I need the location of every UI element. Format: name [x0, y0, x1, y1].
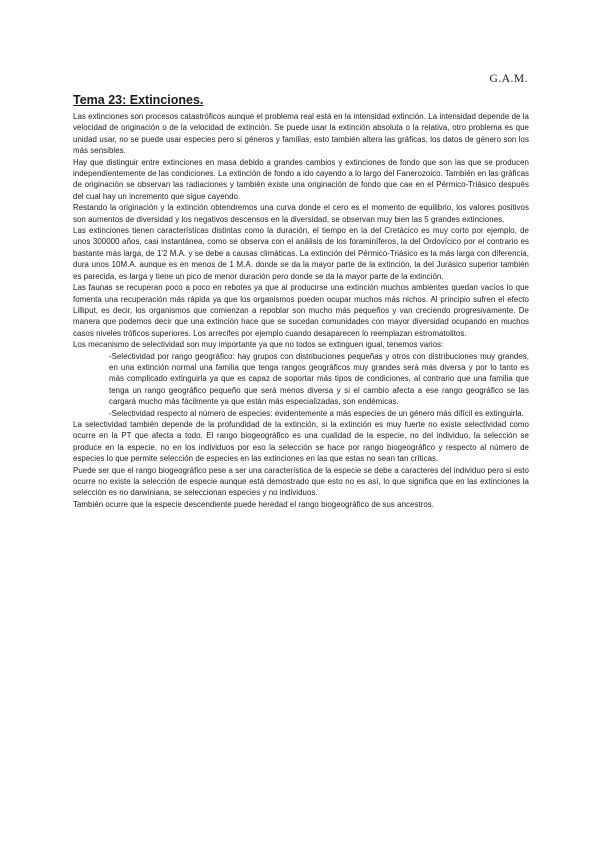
paragraph-diversity-curve: Restando la originación y la extinción obtendremos una curva donde el cero es el momento de equilibrio, los valores positivos son aumentos de diversidad y los negativos descensos en la diversidad, se observan muy bien las 5 grandes extinciones.: [73, 203, 529, 224]
list-item-species-number: -Selectividad respecto al número de especies: evidentemente a más especies de un género más difícil es extinguirla.: [109, 408, 524, 418]
paragraph-recovery: Las faunas se recuperan poco a poco en rebotes ya que al producirse una extinción muchos ambientes quedan vacíos lo que fomenta una recuperación más rápida ya que los organismos pueden ocupar muchos más nichos. Al principio sufren el efecto Lilliput, es decir, los organismos que comienzan a repoblar son mucho más pequeños y van creciendo progresivamente. De manera que podemos decir que una extinción hace que se sucedan comunidades con mayor diversidad ocupando en muchos casos niveles tróficos superiores. Los arrecifes por ejemplo cuando desaparecen lo reemplazan estromatolitos.: [73, 283, 529, 338]
paragraph-non-darwinian: Puede ser que el rango biogeográfico pese a ser una característica de la especie se debe a caracteres del individuo pero si esto ocurre no existe la selección de especie aunque está demostrado que esto no es así, lo que significa que en las extinciones la selección es no darwiniana, se seleccionan especies y no individuos.: [73, 465, 529, 498]
document-body: [73, 111, 529, 510]
paragraph-duration: Las extinciones tienen características distintas como la duración, el tiempo en la del Cretácico es muy corto por ejemplo, de unos 300000 años, casi instantánea, como se observa con el análisis de los foraminíferos, la del Ordovícico por el contrario es bastante más larga, de 1'2 M.A. y se debe a causas climáticas. La extinción del Pérmico-Triásico es la más larga con diferencia, dura unos 10M.A. aunque es en menos de 1 M.A. donde se da la mayor parte de la extinción, la del Jurásico superior también es parecida, es larga y tiene un pico de menor duración pero donde se da la mayor parte de la extinción.: [73, 226, 529, 281]
paragraph-inheritance: También ocurre que la especie descendiente puede heredad el rango biogeográfico de sus ancestros.: [73, 499, 435, 509]
paragraph-depth-selectivity: La selectividad también depende de la profundidad de la extinción, si la extinción es muy fuerte no existe selectividad como ocurre en la PT que afecta a todo. El rango biogeográfico es una cualidad de la especie, no del individuo, la selección se produce en la especie, no en los individuos por eso la selección se hace por rango biogeográfico y respecto al número de especies lo que permite selección de especies en las extinciones en las que estas no sean tan críticas.: [73, 419, 529, 464]
list-item-geographic-range: -Selectividad por rango geográfico: hay grupos con distribuciones pequeñas y otros con distribuciones muy grandes, en una extinción normal una familia que tenga rangos geográficos muy grandes será más diversa y por lo tanto es más complicado extinguirla ya que es capaz de soportar más tipos de condiciones, al contrario que una familia que tenga un rango geográfico pequeño que será menos diversa y si el cambio afecta a ese rango geográfico se las cargará mucho más fácilmente ya que están más especializadas, son endémicas.: [109, 351, 529, 407]
author-initials: G.A.M.: [489, 73, 528, 85]
paragraph-selectivity-intro: Los mecanismo de selectividad son muy importante ya que no todos se extinguen igual, tenemos varios:: [73, 340, 444, 350]
paragraph-background-extinction: Hay que distinguir entre extinciones en masa debido a grandes cambios y extinciones de fondo que son las que se producen independientemente de las condiciones. La extinción de fondo a ido cayendo a lo largo del Fanerozoico. También en las gráficas de originación se observan las radiaciones y también existe una originación de fondo que cae en el Pérmico-Triásico después del cual hay un incremento que sigue cayendo.: [73, 157, 529, 201]
page-title: Tema 23: Extinciones.: [73, 93, 204, 107]
paragraph-intensity: Las extinciones son procesos catastróficos aunque el problema real está en la intensidad extinción. La intensidad depende de la velocidad de originación o de la velocidad de extinción. Se puede usar la extinción absoluta o la relativa, otro problema es que unidad usar, no se puede usar especies pero si géneros y familias, esto también altera las gráficas, los datos de género son los más sensibles.: [73, 112, 529, 156]
